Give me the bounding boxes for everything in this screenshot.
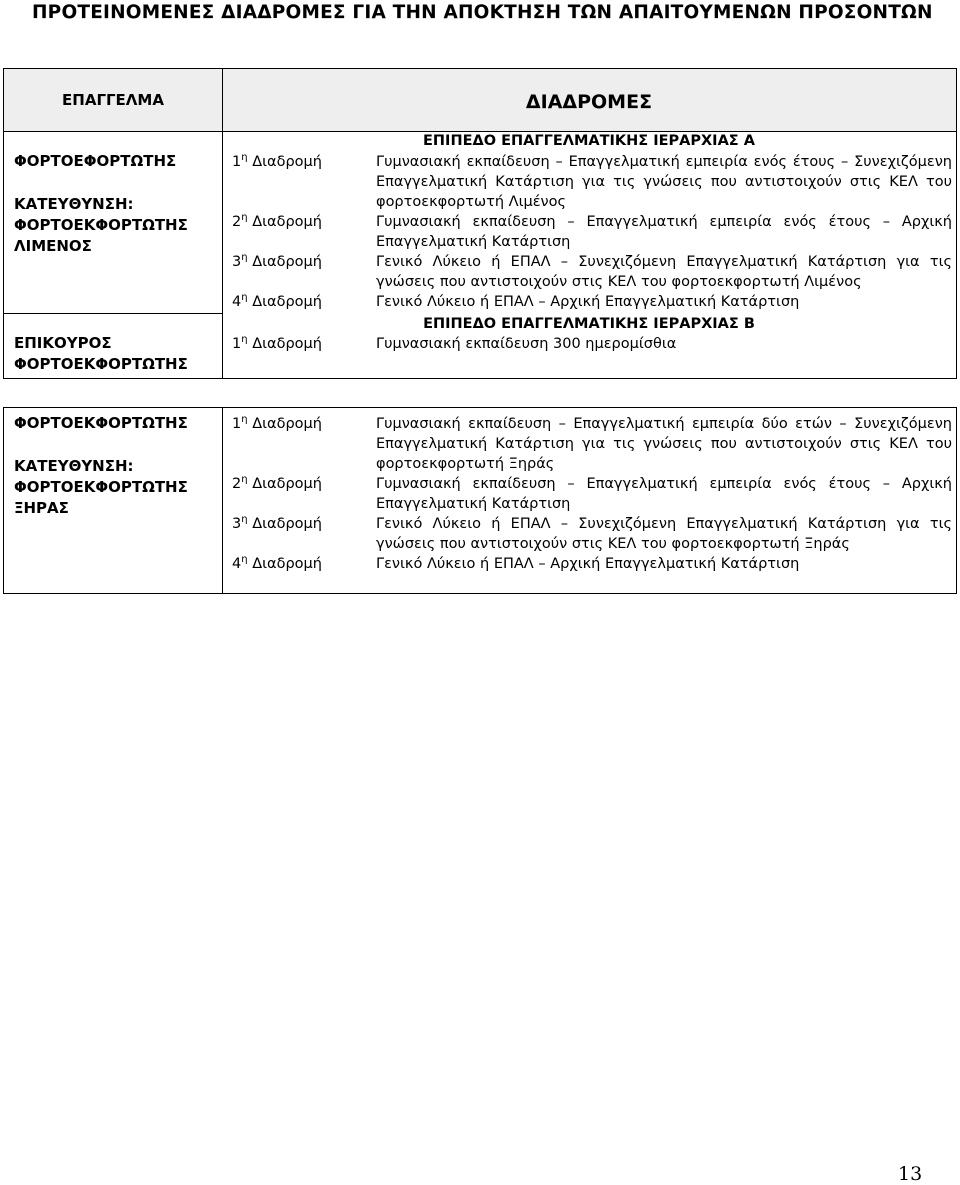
- route-row: [232, 514, 952, 554]
- level-b-header: ΕΠΙΠΕΔΟ ΕΠΑΓΓΕΛΜΑΤΙΚΗΣ ΙΕΡΑΡΧΙΑΣ Β: [423, 316, 755, 332]
- route-label: $1^\eta$ Διαδρομή: [232, 152, 322, 170]
- route-label: $1^\eta$ Διαδρομή: [232, 334, 322, 352]
- route-label: $3^\eta$ Διαδρομή: [232, 514, 322, 532]
- route-label: $4^\eta$ Διαδρομή: [232, 292, 322, 310]
- route-label: $2^\eta$ Διαδρομή: [232, 212, 322, 230]
- route-row: [232, 292, 952, 312]
- route-row: [232, 252, 952, 292]
- column-divider: [222, 408, 223, 593]
- route-row: [232, 334, 952, 354]
- page-title: ΠΡΟΤΕΙΝΟΜΕΝΕΣ ΔΙΑΔΡΟΜΕΣ ΓΙΑ ΤΗΝ ΑΠΟΚΤΗΣΗ ΤΩΝ ΑΠΑΙΤΟΥΜΕΝΩΝ ΠΡΟΣΟΝΤΩΝ: [32, 2, 933, 23]
- routes-table-land: [3, 407, 957, 594]
- route-description: Γενικό Λύκειο ή ΕΠΑΛ – Συνεχιζόμενη Επαγγελματική Κατάρτιση για τις γνώσεις που αντιστοιχούν στις ΚΕΛ του φορτοεκφορτωτή Ξηράς: [376, 516, 952, 552]
- route-description: Γυμνασιακή εκπαίδευση 300 ημερομίσθια: [376, 336, 677, 352]
- route-label: $1^\eta$ Διαδρομή: [232, 414, 322, 432]
- profession-land-loader: ΦΟΡΤΟΕΚΦΟΡΤΩΤΗΣ ΚΑΤΕΥΘΥΝΣΗ: ΦΟΡΤΟΕΚΦΟΡΤΩΤΗΣ ΞΗΡΑΣ: [14, 414, 188, 517]
- route-description: Γενικό Λύκειο ή ΕΠΑΛ – Αρχική Επαγγελματική Κατάρτιση: [376, 556, 800, 572]
- route-label: $3^\eta$ Διαδρομή: [232, 252, 322, 270]
- route-description: Γενικό Λύκειο ή ΕΠΑΛ – Συνεχιζόμενη Επαγγελματική Κατάρτιση για τις γνώσεις που αντιστοιχούν στις ΚΕΛ του φορτοεκφορτωτή Λιμένος: [376, 254, 952, 290]
- route-row: [232, 414, 952, 474]
- route-description: Γυμνασιακή εκπαίδευση – Επαγγελματική εμπειρία ενός έτους – Αρχική Επαγγελματική Κατάρτιση: [376, 476, 952, 512]
- route-description: Γυμνασιακή εκπαίδευση – Επαγγελματική εμπειρία ενός έτους – Συνεχιζόμενη Επαγγελματική Κατάρτιση για τις γνώσεις που αντιστοιχούν στις ΚΕΛ του φορτοεκφορτωτή Λιμένος: [376, 154, 952, 210]
- route-row: [232, 474, 952, 514]
- header-routes: ΔΙΑΔΡΟΜΕΣ: [525, 91, 653, 113]
- routes-table-port: [3, 68, 957, 379]
- profession-separator: [4, 313, 222, 314]
- route-description: Γενικό Λύκειο ή ΕΠΑΛ – Αρχική Επαγγελματική Κατάρτιση: [376, 294, 800, 310]
- route-description: Γυμνασιακή εκπαίδευση – Επαγγελματική εμπειρία δύο ετών – Συνεχιζόμενη Επαγγελματική Κατάρτιση για τις γνώσεις που αντιστοιχούν στις ΚΕΛ του φορτοεκφορτωτή Ξηράς: [376, 416, 952, 472]
- route-label: $4^\eta$ Διαδρομή: [232, 554, 322, 572]
- header-profession: ΕΠΑΓΓΕΛΜΑ: [62, 91, 164, 109]
- route-row: [232, 152, 952, 212]
- profession-assistant-loader: ΕΠΙΚΟΥΡΟΣ ΦΟΡΤΟΕΚΦΟΡΤΩΤΗΣ: [14, 334, 188, 373]
- route-row: [232, 554, 952, 574]
- route-row: [232, 212, 952, 252]
- route-label: $2^\eta$ Διαδρομή: [232, 474, 322, 492]
- profession-port-loader: ΦΟΡΤΟΕΦΟΡΤΩΤΗΣ ΚΑΤΕΥΘΥΝΣΗ: ΦΟΡΤΟΕΚΦΟΡΤΩΤΗΣ ΛΙΜΕΝΟΣ: [14, 152, 188, 255]
- route-description: Γυμνασιακή εκπαίδευση – Επαγγελματική εμπειρία ενός έτους – Αρχική Επαγγελματική Κατάρτιση: [376, 214, 952, 250]
- page-number: 13: [898, 1163, 923, 1185]
- level-a-header: ΕΠΙΠΕΔΟ ΕΠΑΓΓΕΛΜΑΤΙΚΗΣ ΙΕΡΑΡΧΙΑΣ Α: [423, 133, 755, 149]
